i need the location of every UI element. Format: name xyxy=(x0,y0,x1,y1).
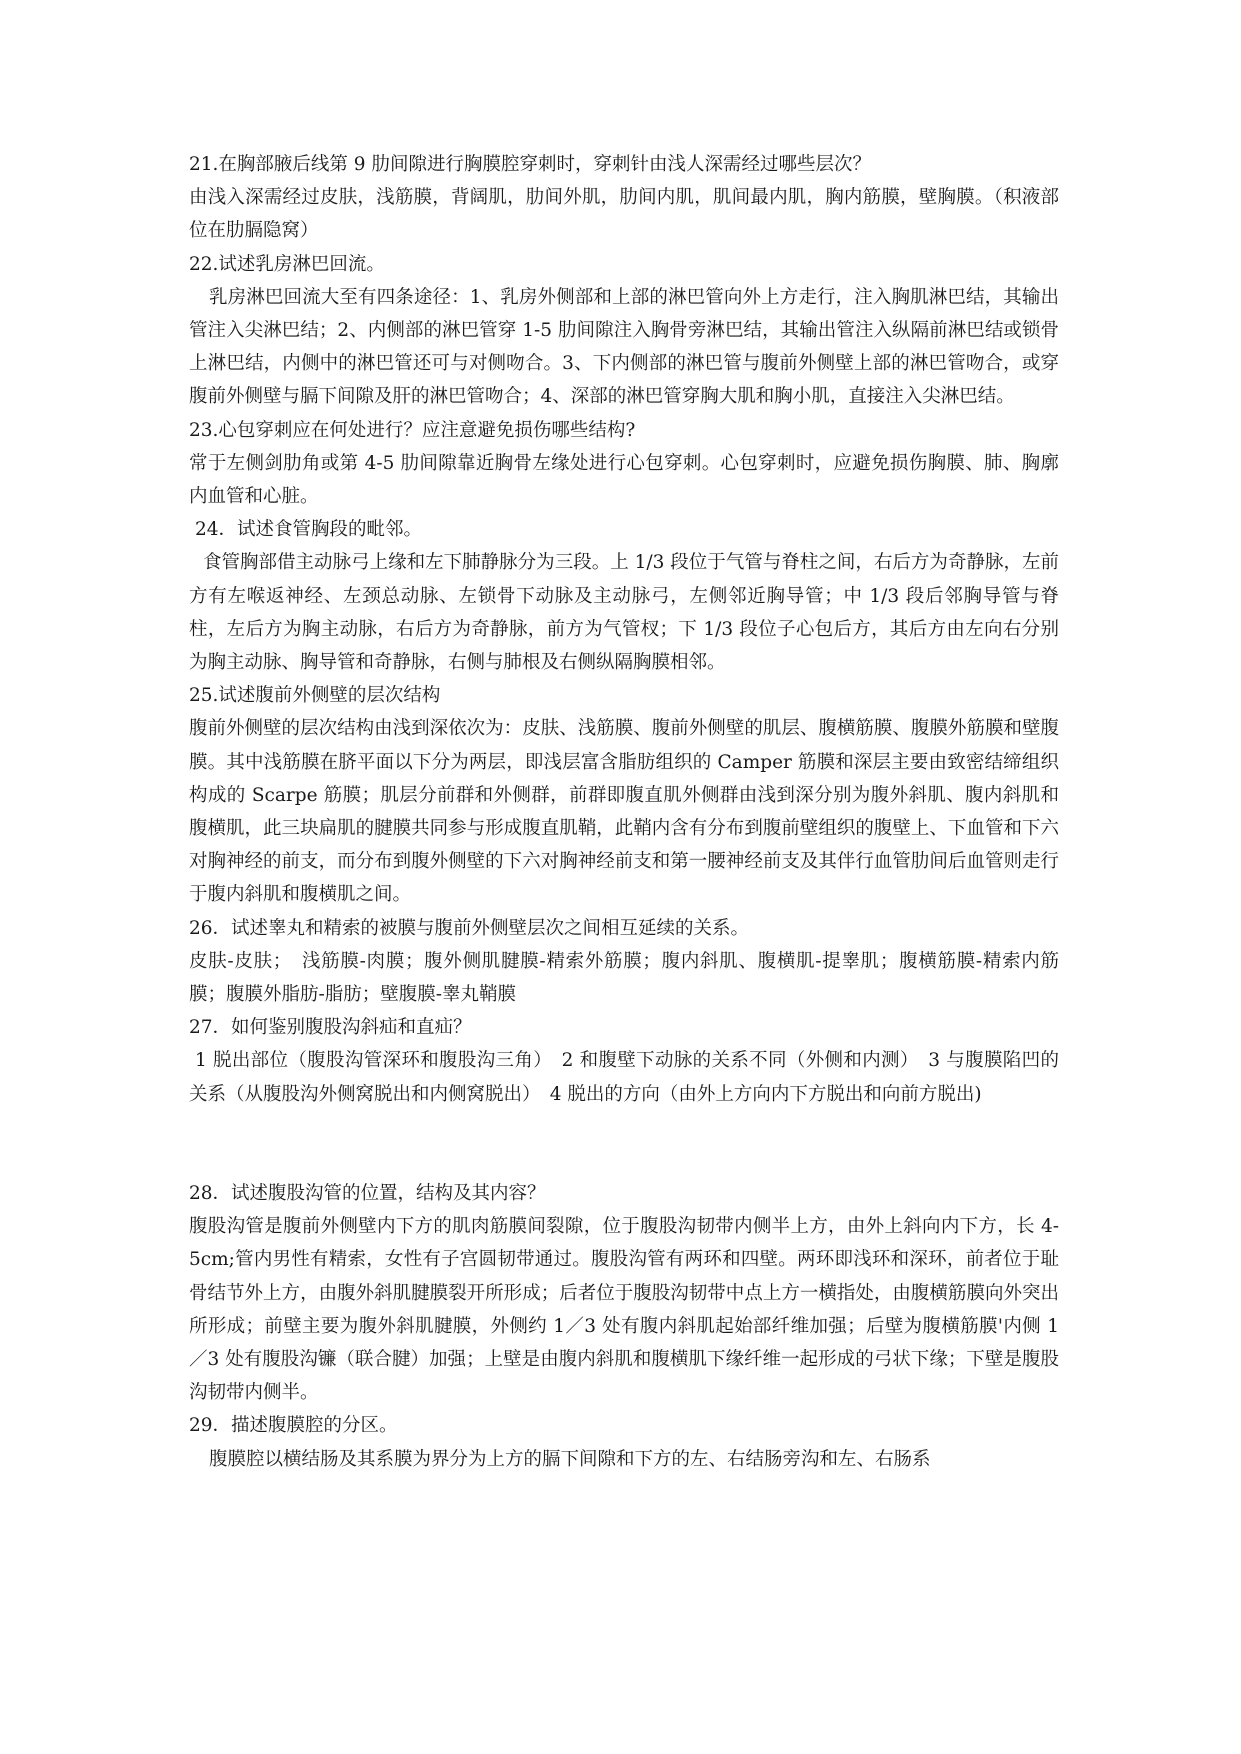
answer-23: 常于左侧剑肋角或第 4-5 肋间隙靠近胸骨左缘处进行心包穿刺。心包穿刺时，应避免损伤胸膜、肺、胸廓内血管和心脏。 xyxy=(189,452,1059,508)
answer-25: 腹前外侧壁的层次结构由浅到深依次为：皮肤、浅筋膜、腹前外侧壁的肌层、腹横筋膜、腹膜外筋膜和壁腹膜。其中浅筋膜在脐平面以下分为两层，即浅层富含脂肪组织的 Camper 筋膜和深层主要由致密结缔组织构成的 Scarpe 筋膜；肌层分前群和外侧群，前群即腹直肌外侧群由浅到深分别为腹外斜肌、腹内斜肌和腹横肌，此三块扁肌的腱膜共同参与形成腹直肌鞘，此鞘内含有分布到腹前壁组织的腹壁上、下血管和下六对胸神经的前支，而分布到腹外侧壁的下六对胸神经前支和第一腰神经前支及其伴行血管肋间后血管则走行于腹内斜肌和腹横肌之间。 xyxy=(189,718,1059,906)
question-23: 23.心包穿刺应在何处进行？应注意避免损伤哪些结构? xyxy=(189,419,636,441)
answer-26: 皮肤-皮肤； 浅筋膜-肉膜；腹外侧肌腱膜-精索外筋膜；腹内斜肌、腹横肌-提睾肌；腹横筋膜-精索内筋膜；腹膜外脂肪-脂肪；壁腹膜-睾丸鞘膜 xyxy=(189,950,1059,1006)
answer-29: 腹膜腔以横结肠及其系膜为界分为上方的膈下间隙和下方的左、右结肠旁沟和左、右肠系 xyxy=(209,1448,931,1470)
answer-21: 由浅入深需经过皮肤，浅筋膜，背阔肌，肋间外肌，肋间内肌，肌间最内肌，胸内筋膜，壁胸膜。（积液部位在肋膈隐窝） xyxy=(189,187,1059,242)
question-27: 27．如何鉴别腹股沟斜疝和直疝？ xyxy=(189,1017,472,1039)
question-22: 22.试述乳房淋巴回流。 xyxy=(189,253,385,275)
answer-28: 腹股沟管是腹前外侧壁内下方的肌肉筋膜间裂隙，位于腹股沟韧带内侧半上方，由外上斜向内下方，长 4-5cm;管内男性有精索，女性有子宫圆韧带通过。腹股沟管有两环和四壁。两环即浅环和深环，前者位于耻骨结节外上方，由腹外斜肌腱膜裂开所形成；后者位于腹股沟韧带中点上方一横指处，由腹横筋膜向外突出所形成；前壁主要为腹外斜肌腱膜，外侧约 1／3 处有腹内斜肌起始部纤维加强；后壁为腹横筋膜'内侧 1／3 处有腹股沟镰（联合腱）加强；上壁是由腹内斜肌和腹横肌下缘纤维一起形成的弓状下缘；下壁是腹股沟韧带内侧半。 xyxy=(189,1216,1059,1404)
answer-27: 1 脱出部位（腹股沟管深环和腹股沟三角） 2 和腹壁下动脉的关系不同（外侧和内测） 3 与腹膜陷凹的关系（从腹股沟外侧窝脱出和内侧窝脱出） 4 脱出的方向（由外上方向内下方脱出和向前方脱出) xyxy=(189,1050,1059,1105)
question-29: 29．描述腹膜腔的分区。 xyxy=(189,1415,398,1437)
question-24: 24．试述食管胸段的毗邻。 xyxy=(195,519,423,541)
answer-24: 食管胸部借主动脉弓上缘和左下肺静脉分为三段。上 1/3 段位于气管与脊柱之间，右后方为奇静脉，左前方有左喉返神经、左颈总动脉、左锁骨下动脉及主动脉弓，左侧邻近胸导管；中 1/3 段后邻胸导管与脊柱，左后方为胸主动脉，右后方为奇静脉，前方为气管杈；下 1/3 段位子心包后方，其后方由左向右分别为胸主动脉、胸导管和奇静脉，右侧与肺根及右侧纵隔胸膜相邻。 xyxy=(189,552,1059,674)
blank-gap xyxy=(189,1111,1059,1177)
question-25: 25.试述腹前外侧壁的层次结构 xyxy=(189,685,441,707)
question-28: 28．试述腹股沟管的位置，结构及其内容？ xyxy=(189,1182,546,1204)
document-page xyxy=(189,148,1059,1476)
answer-22: 乳房淋巴回流大至有四条途径：1、乳房外侧部和上部的淋巴管向外上方走行，注入胸肌淋巴结，其输出管注入尖淋巴结；2、内侧部的淋巴管穿 1-5 肋间隙注入胸骨旁淋巴结，其输出管注入纵隔前淋巴结或锁骨上淋巴结，内侧中的淋巴管还可与对侧吻合。3、下内侧部的淋巴管与腹前外侧壁上部的淋巴管吻合，或穿腹前外侧壁与膈下间隙及肝的淋巴管吻合；4、深部的淋巴管穿胸大肌和胸小肌，直接注入尖淋巴结。 xyxy=(189,286,1059,408)
question-26: 26．试述睾丸和精索的被膜与腹前外侧壁层次之间相互延续的关系。 xyxy=(189,917,750,939)
question-21: 21.在胸部腋后线第 9 肋间隙进行胸膜腔穿刺时，穿刺针由浅人深需经过哪些层次？ xyxy=(189,154,871,175)
